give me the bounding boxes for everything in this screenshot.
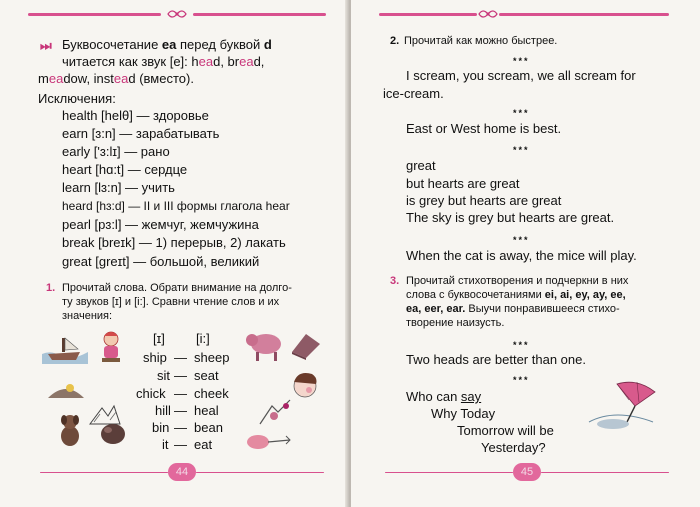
rule-letters: ea <box>161 37 177 52</box>
ship-icon <box>40 332 90 366</box>
pair-dash: — <box>174 437 187 452</box>
bottom-rule-right <box>196 472 324 473</box>
pair-dash: — <box>174 350 187 365</box>
stars-divider: *** <box>513 56 530 66</box>
exercise-2-title: Прочитай как можно быстрее. <box>404 35 558 47</box>
rule-line-3 <box>38 71 194 86</box>
child-sitting-icon <box>96 330 126 366</box>
umbrella-icon <box>579 378 665 434</box>
letter-combinations: ei, ai, ey, ay, ee, <box>544 289 626 301</box>
rule-text: dow, inst <box>63 71 114 86</box>
exception-item: early ['ɜ:lɪ] — рано <box>62 144 170 159</box>
exercise-3-text-part: Выучи понравившееся стихо- <box>465 303 620 315</box>
exception-item: great [greɪt] — большой, великий <box>62 254 260 269</box>
long-word: bean <box>194 420 223 435</box>
rule-letters: ea <box>113 71 129 86</box>
short-word: chick <box>136 386 166 401</box>
top-rule-left <box>379 13 477 16</box>
long-word: eat <box>194 437 213 452</box>
long-sound-header: [i:] <box>196 331 210 346</box>
page-number: 44 <box>168 463 196 481</box>
top-rule-left <box>28 13 161 16</box>
rule-text: перед буквой <box>176 37 264 52</box>
left-page <box>0 0 349 507</box>
exception-item: break [breɪk] — 1) перерыв, 2) лакать <box>62 235 286 250</box>
verse-line <box>406 389 481 404</box>
bottom-rule-left <box>385 472 513 473</box>
verse-line: great <box>406 158 436 173</box>
verse-line: When the cat is away, the mice will play. <box>406 248 637 263</box>
exception-item: learn [lɜ:n] — учить <box>62 180 175 195</box>
rule-letters: ea <box>48 71 64 86</box>
exception-item: heard [hɜ:d] — II и III формы глагола hear <box>62 199 290 213</box>
long-word: sheep <box>194 350 230 365</box>
bin-icon <box>98 418 128 446</box>
exercise-3-text: творение наизусть. <box>406 317 505 329</box>
pair-dash: — <box>174 386 187 401</box>
page-number: 45 <box>513 463 541 481</box>
top-rule-right <box>499 13 669 16</box>
rule-text: читается как звук [e]: <box>62 54 192 69</box>
pair-dash: — <box>174 403 187 418</box>
stars-divider: *** <box>513 340 530 350</box>
rule-text: m <box>38 71 49 86</box>
exercise-2-number: 2. <box>390 35 400 47</box>
exception-item: pearl [pɜ:l] — жемчуг, жемчужина <box>62 217 259 232</box>
rule-text: d, br <box>213 54 240 69</box>
top-rule-right <box>193 13 326 16</box>
long-word: heal <box>194 403 219 418</box>
stars-divider: *** <box>513 375 530 385</box>
verse-line: is grey but hearts are great <box>406 193 562 208</box>
exercise-1-text: ту звуков [ɪ] и [i:]. Сравни чтение слов и их <box>62 296 280 308</box>
verse-line: Two heads are better than one. <box>406 352 586 367</box>
top-ornament-icon <box>477 8 499 20</box>
exercise-1-text: Прочитай слова. Обрати внимание на долго- <box>62 282 292 294</box>
long-word: seat <box>194 368 219 383</box>
exception-item: heart [hɑ:t] — сердце <box>62 162 188 177</box>
exercise-3-number: 3. <box>390 275 400 287</box>
stars-divider: *** <box>513 108 530 118</box>
exercise-1-text: значения: <box>62 310 113 322</box>
exercise-1-number: 1. <box>46 282 56 294</box>
long-word: cheek <box>194 386 229 401</box>
bottom-rule-left <box>40 472 168 473</box>
exercise-3-text <box>406 289 626 301</box>
short-word: bin <box>152 420 170 435</box>
sheep-icon <box>244 328 286 362</box>
verse-line: Yesterday? <box>481 440 546 455</box>
right-page <box>351 0 700 507</box>
stars-divider: *** <box>513 145 530 155</box>
eat-icon <box>244 430 294 452</box>
exercise-3-text: Прочитай стихотворения и подчеркни в них <box>406 275 629 287</box>
short-word: hill <box>155 403 171 418</box>
exception-item: earn [ɜ:n] — зарабатывать <box>62 126 220 141</box>
short-word: ship <box>143 350 167 365</box>
verse-line: The sky is grey but hearts are great. <box>406 210 615 225</box>
rule-letters: d <box>263 37 272 52</box>
rule-marker-icon: ⏭ <box>40 38 52 53</box>
short-word: it <box>162 437 169 452</box>
dog-icon <box>56 412 84 448</box>
rule-text: h <box>191 54 199 69</box>
verse-text: Who can <box>406 389 461 404</box>
heal-icon <box>256 396 296 430</box>
exercise-3-text-part: слова с буквосочетаниями <box>406 289 545 301</box>
top-ornament-icon <box>166 8 188 20</box>
rule-text: d (вместо). <box>128 71 194 86</box>
verse-line: East or West home is best. <box>406 121 562 136</box>
rule-line-2 <box>62 54 264 69</box>
chick-icon <box>46 376 86 402</box>
verse-line: I scream, you scream, we all scream for <box>406 68 636 83</box>
verse-line: Why Today <box>431 406 496 421</box>
rule-letters: ea <box>239 54 254 69</box>
exceptions-heading: Исключения: <box>38 91 116 106</box>
short-word: sit <box>157 368 170 383</box>
pair-dash: — <box>174 420 187 435</box>
pair-dash: — <box>174 368 187 383</box>
underlined-word: say <box>460 389 482 404</box>
verse-line: ice-cream. <box>383 86 444 101</box>
verse-line: but hearts are great <box>406 176 520 191</box>
stars-divider: *** <box>513 235 530 245</box>
verse-line: Tomorrow will be <box>457 423 554 438</box>
rule-text: Буквосочетание <box>62 37 162 52</box>
short-sound-header: [ɪ] <box>153 331 165 346</box>
rule-text: d, <box>253 54 265 69</box>
letter-combinations: ea, eer, ear. <box>406 303 466 315</box>
bottom-rule-right <box>541 472 669 473</box>
exception-item: health [helθ] — здоровье <box>62 108 209 123</box>
rule-letters: ea <box>198 54 214 69</box>
seat-icon <box>288 330 322 360</box>
rule-line-1 <box>62 37 272 52</box>
exercise-3-text <box>406 303 620 315</box>
